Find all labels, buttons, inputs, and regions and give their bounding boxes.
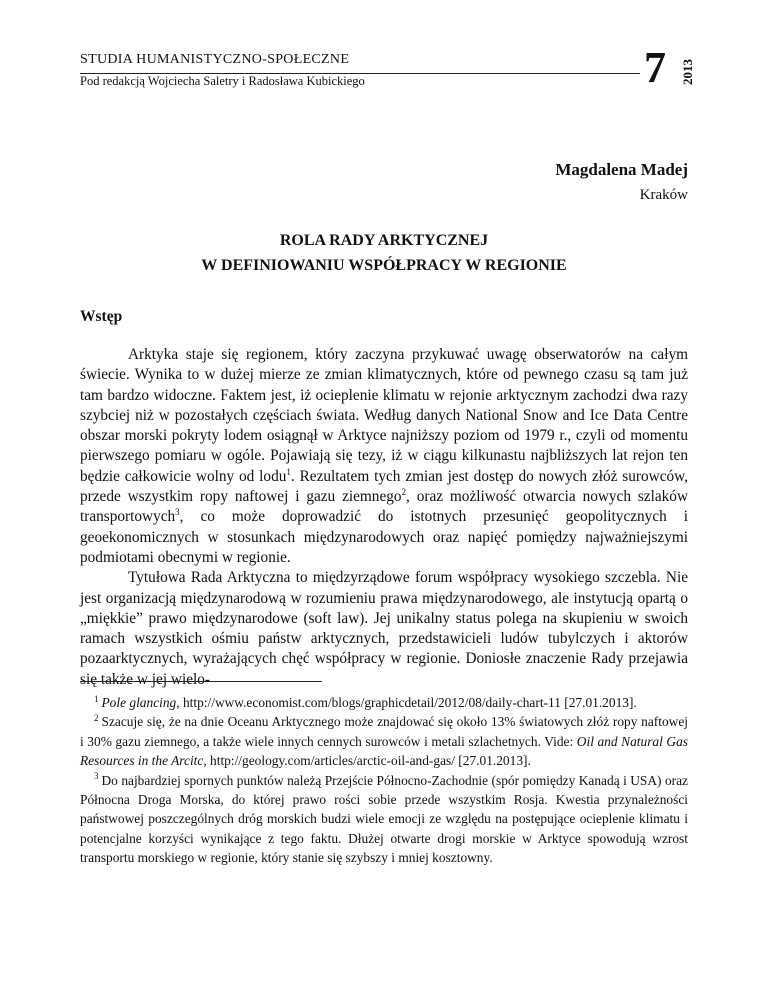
- footnote-1-title: Pole glancing: [101, 695, 177, 710]
- footnote-1-number: 1: [94, 693, 99, 704]
- footnote-rule: [80, 681, 322, 682]
- footnote-2-rest: , http://geology.com/articles/arctic-oil-and-gas/ [27.01.2013].: [203, 753, 531, 769]
- author-name: Magdalena Madej: [555, 160, 688, 179]
- footnote-2-title: Oil and Natural Gas Resources in the Arcitc: [80, 733, 688, 769]
- footnote-3: [80, 771, 688, 868]
- issue-number: 7: [644, 43, 666, 92]
- footnote-3-number: 3: [94, 771, 99, 782]
- article-body: [80, 345, 688, 690]
- footnote-ref-1: 1: [286, 466, 291, 477]
- journal-title: STUDIA HUMANISTYCZNO-SPOŁECZNE: [80, 52, 350, 67]
- editors-line: Pod redakcją Wojciecha Saletry i Radosława Kubickiego: [80, 74, 365, 88]
- footnote-3-text: Do najbardziej spornych punktów należą Przejście Północno-Zachodnie (spór pomiędzy Kanadą i USA) oraz Północna Droga Morska, do której prawo rości sobie przede wszystkim Rosja. Kwestia przynależności państwowej poszczególnych dróg morskich budzi wiele emocji ze względu na postępujące ocieplenie klimatu i potencjalne korzyści wynikające z tego faktu. Dłużej otwarte drogi morskie w Arktyce spowodują wzrost transportu morskiego w regionie, który stanie się szybszy i mniej kosztowny.: [80, 772, 688, 866]
- p1-text-c: , oraz możliwość otwarcia nowych szlaków transportowych: [80, 488, 688, 526]
- paragraph-1: [80, 345, 688, 568]
- footnotes: [80, 693, 688, 868]
- footnote-2-number: 2: [94, 712, 99, 723]
- title-line-1: ROLA RADY ARKTYCZNEJ: [279, 232, 489, 249]
- p1-text-b: . Rezultatem tych zmian jest dostęp do nowych złóż surowców, przede wszystkim ropy naftowej i gazu ziemnego: [80, 467, 689, 506]
- paragraph-2: Tytułowa Rada Arktyczna to międzyrządowe forum współpracy wysokiego szczebla. Nie jest organizacją międzynarodową w rozumieniu prawa międzynarodowego, ale instytucją opartą o „miękkie” prawo międzynarodowe (soft law). Jej unikalny status polega na skupieniu w swoich ramach wszystkich ośmiu państw arktycznych, przedstawicieli ludów tubylczych i aktorów pozaarktycznych, wyrażających chęć współpracy w regionie. Doniosłe znaczenie Rady przejawia się także w jej wielo-: [80, 569, 688, 688]
- footnote-2: [80, 712, 688, 770]
- issue-year: 2013: [680, 59, 695, 85]
- running-header: [80, 43, 695, 94]
- footnote-1-text: , http://www.economist.com/blogs/graphicdetail/2012/08/daily-chart-11 [27.01.2013].: [176, 695, 637, 710]
- footnote-ref-2: 2: [401, 486, 407, 497]
- p1-text-d: , co może doprowadzić do istotnych przesunięć geopolitycznych i geoekonomicznych w stosunkach międzynarodowych oraz napięć pomiędzy najważniejszymi podmiotami obecnymi w regionie.: [80, 508, 688, 566]
- p1-text-a: Arktyka staje się regionem, który zaczyna przykuwać uwagę obserwatorów na całym świecie. Wynika to w dużej mierze ze zmian klimatycznych, które od pewnego czasu są tam już tam bardzo widoczne. Faktem jest, iż ocieplenie klimatu w rejonie arktycznym zachodzi dwa razy szybciej niż w pozostałych częściach świata. Według danych National Snow and Ice Data Centre obszar morski pokryty lodem osiągnął w Arktyce najniższy poziom od 1979 r., czyli od momentu pierwszego pomiaru w ogóle. Pojawiają się tezy, iż w ciągu kilkunastu najbliższych lat rejon ten będzie całkowicie wolny od lodu: [80, 346, 688, 485]
- footnote-1: [80, 693, 688, 712]
- article-title: [80, 228, 688, 278]
- title-line-2: W DEFINIOWANIU WSPÓŁPRACY W REGIONIE: [201, 257, 567, 274]
- footnote-ref-3: 3: [175, 507, 180, 518]
- author-affiliation: Kraków: [639, 187, 688, 203]
- footnote-2-text: Szacuje się, że na dnie Oceanu Arktycznego może znajdować się około 13% światowych złóż ropy naftowej i 30% gazu ziemnego, a także wiele innych cennych surowców i metali szlachetnych. Vide:: [80, 714, 688, 749]
- section-heading: Wstęp: [80, 308, 123, 325]
